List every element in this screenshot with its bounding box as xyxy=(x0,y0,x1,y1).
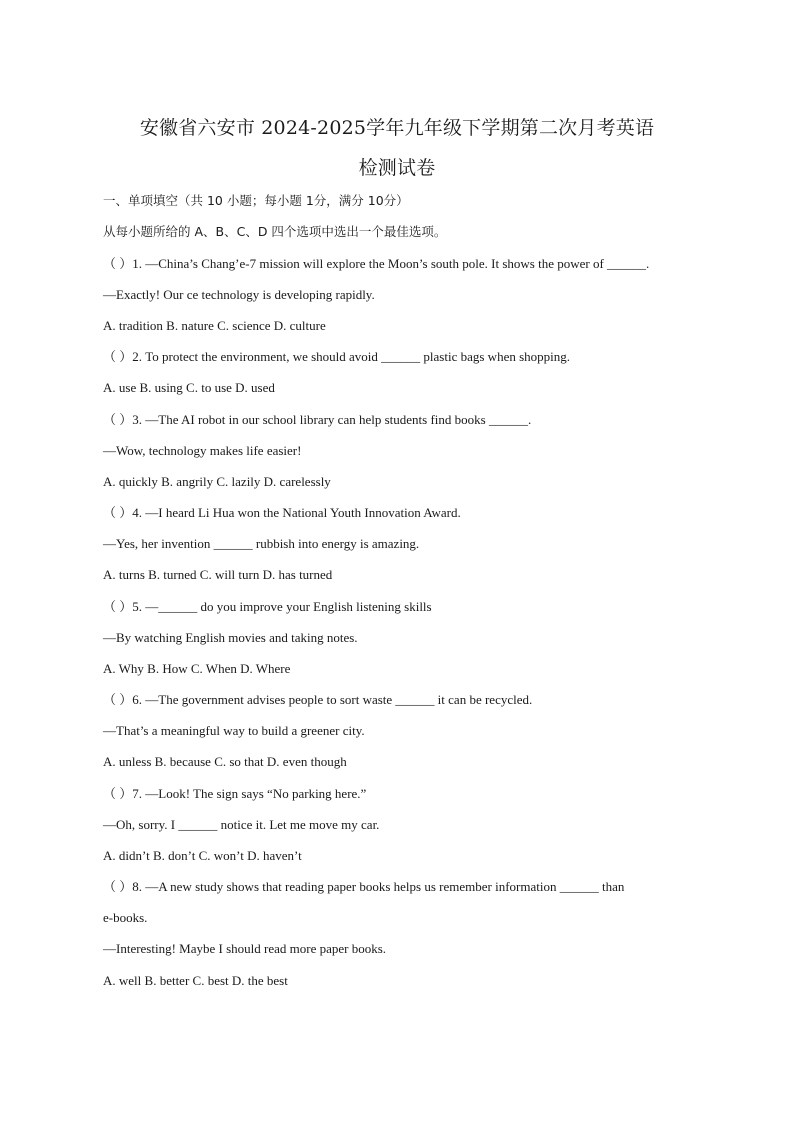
section-heading: 一、单项填空（共 10 小题；每小题 1分，满分 10分） xyxy=(103,193,409,208)
question-7-reply: —Oh, sorry. I ______ notice it. Let me move my car. xyxy=(103,817,380,832)
question-6-options: A. unless B. because C. so that D. even though xyxy=(103,754,347,769)
question-4-reply: —Yes, her invention ______ rubbish into energy is amazing. xyxy=(103,536,420,551)
question-2-options: A. use B. using C. to use D. used xyxy=(103,380,275,395)
question-5-options: A. Why B. How C. When D. Where xyxy=(103,661,291,676)
exam-title-line-1: 安徽省六安市 2024-2025学年九年级下学期第二次月考英语 xyxy=(139,117,655,139)
question-3-stem: （ ）3. —The AI robot in our school library can help students find books ______. xyxy=(103,412,532,427)
question-2-stem: （ ）2. To protect the environment, we should avoid ______ plastic bags when shopping. xyxy=(103,349,571,364)
question-7-stem: （ ）7. —Look! The sign says “No parking here.” xyxy=(103,786,367,801)
question-3-reply: —Wow, technology makes life easier! xyxy=(103,443,302,458)
exam-title-line-2: 检测试卷 xyxy=(358,157,436,179)
question-5-reply: —By watching English movies and taking notes. xyxy=(103,630,358,645)
question-8-stem-continued: e-books. xyxy=(103,910,148,925)
question-5-stem: （ ）5. —______ do you improve your English listening skills xyxy=(103,599,432,614)
question-8-options: A. well B. better C. best D. the best xyxy=(103,973,288,988)
question-4-options: A. turns B. turned C. will turn D. has turned xyxy=(103,567,333,582)
question-1-stem: （ ）1. —China’s Chang’e-7 mission will explore the Moon’s south pole. It shows the power of ______. xyxy=(103,256,650,271)
question-7-options: A. didn’t B. don’t C. won’t D. haven’t xyxy=(103,848,302,863)
question-4-stem: （ ）4. —I heard Li Hua won the National Youth Innovation Award. xyxy=(103,505,461,520)
instruction-text: 从每小题所给的 A、B、C、D 四个选项中选出一个最佳选项。 xyxy=(103,224,447,239)
question-3-options: A. quickly B. angrily C. lazily D. carelessly xyxy=(103,474,331,489)
question-1-options: A. tradition B. nature C. science D. culture xyxy=(103,318,326,333)
question-6-reply: —That’s a meaningful way to build a greener city. xyxy=(103,723,365,738)
question-8-stem: （ ）8. —A new study shows that reading paper books helps us remember information ______ than xyxy=(103,879,625,894)
question-8-reply: —Interesting! Maybe I should read more paper books. xyxy=(103,941,387,956)
question-6-stem: （ ）6. —The government advises people to sort waste ______ it can be recycled. xyxy=(103,692,533,707)
question-1-reply: —Exactly! Our ce technology is developing rapidly. xyxy=(103,287,375,302)
